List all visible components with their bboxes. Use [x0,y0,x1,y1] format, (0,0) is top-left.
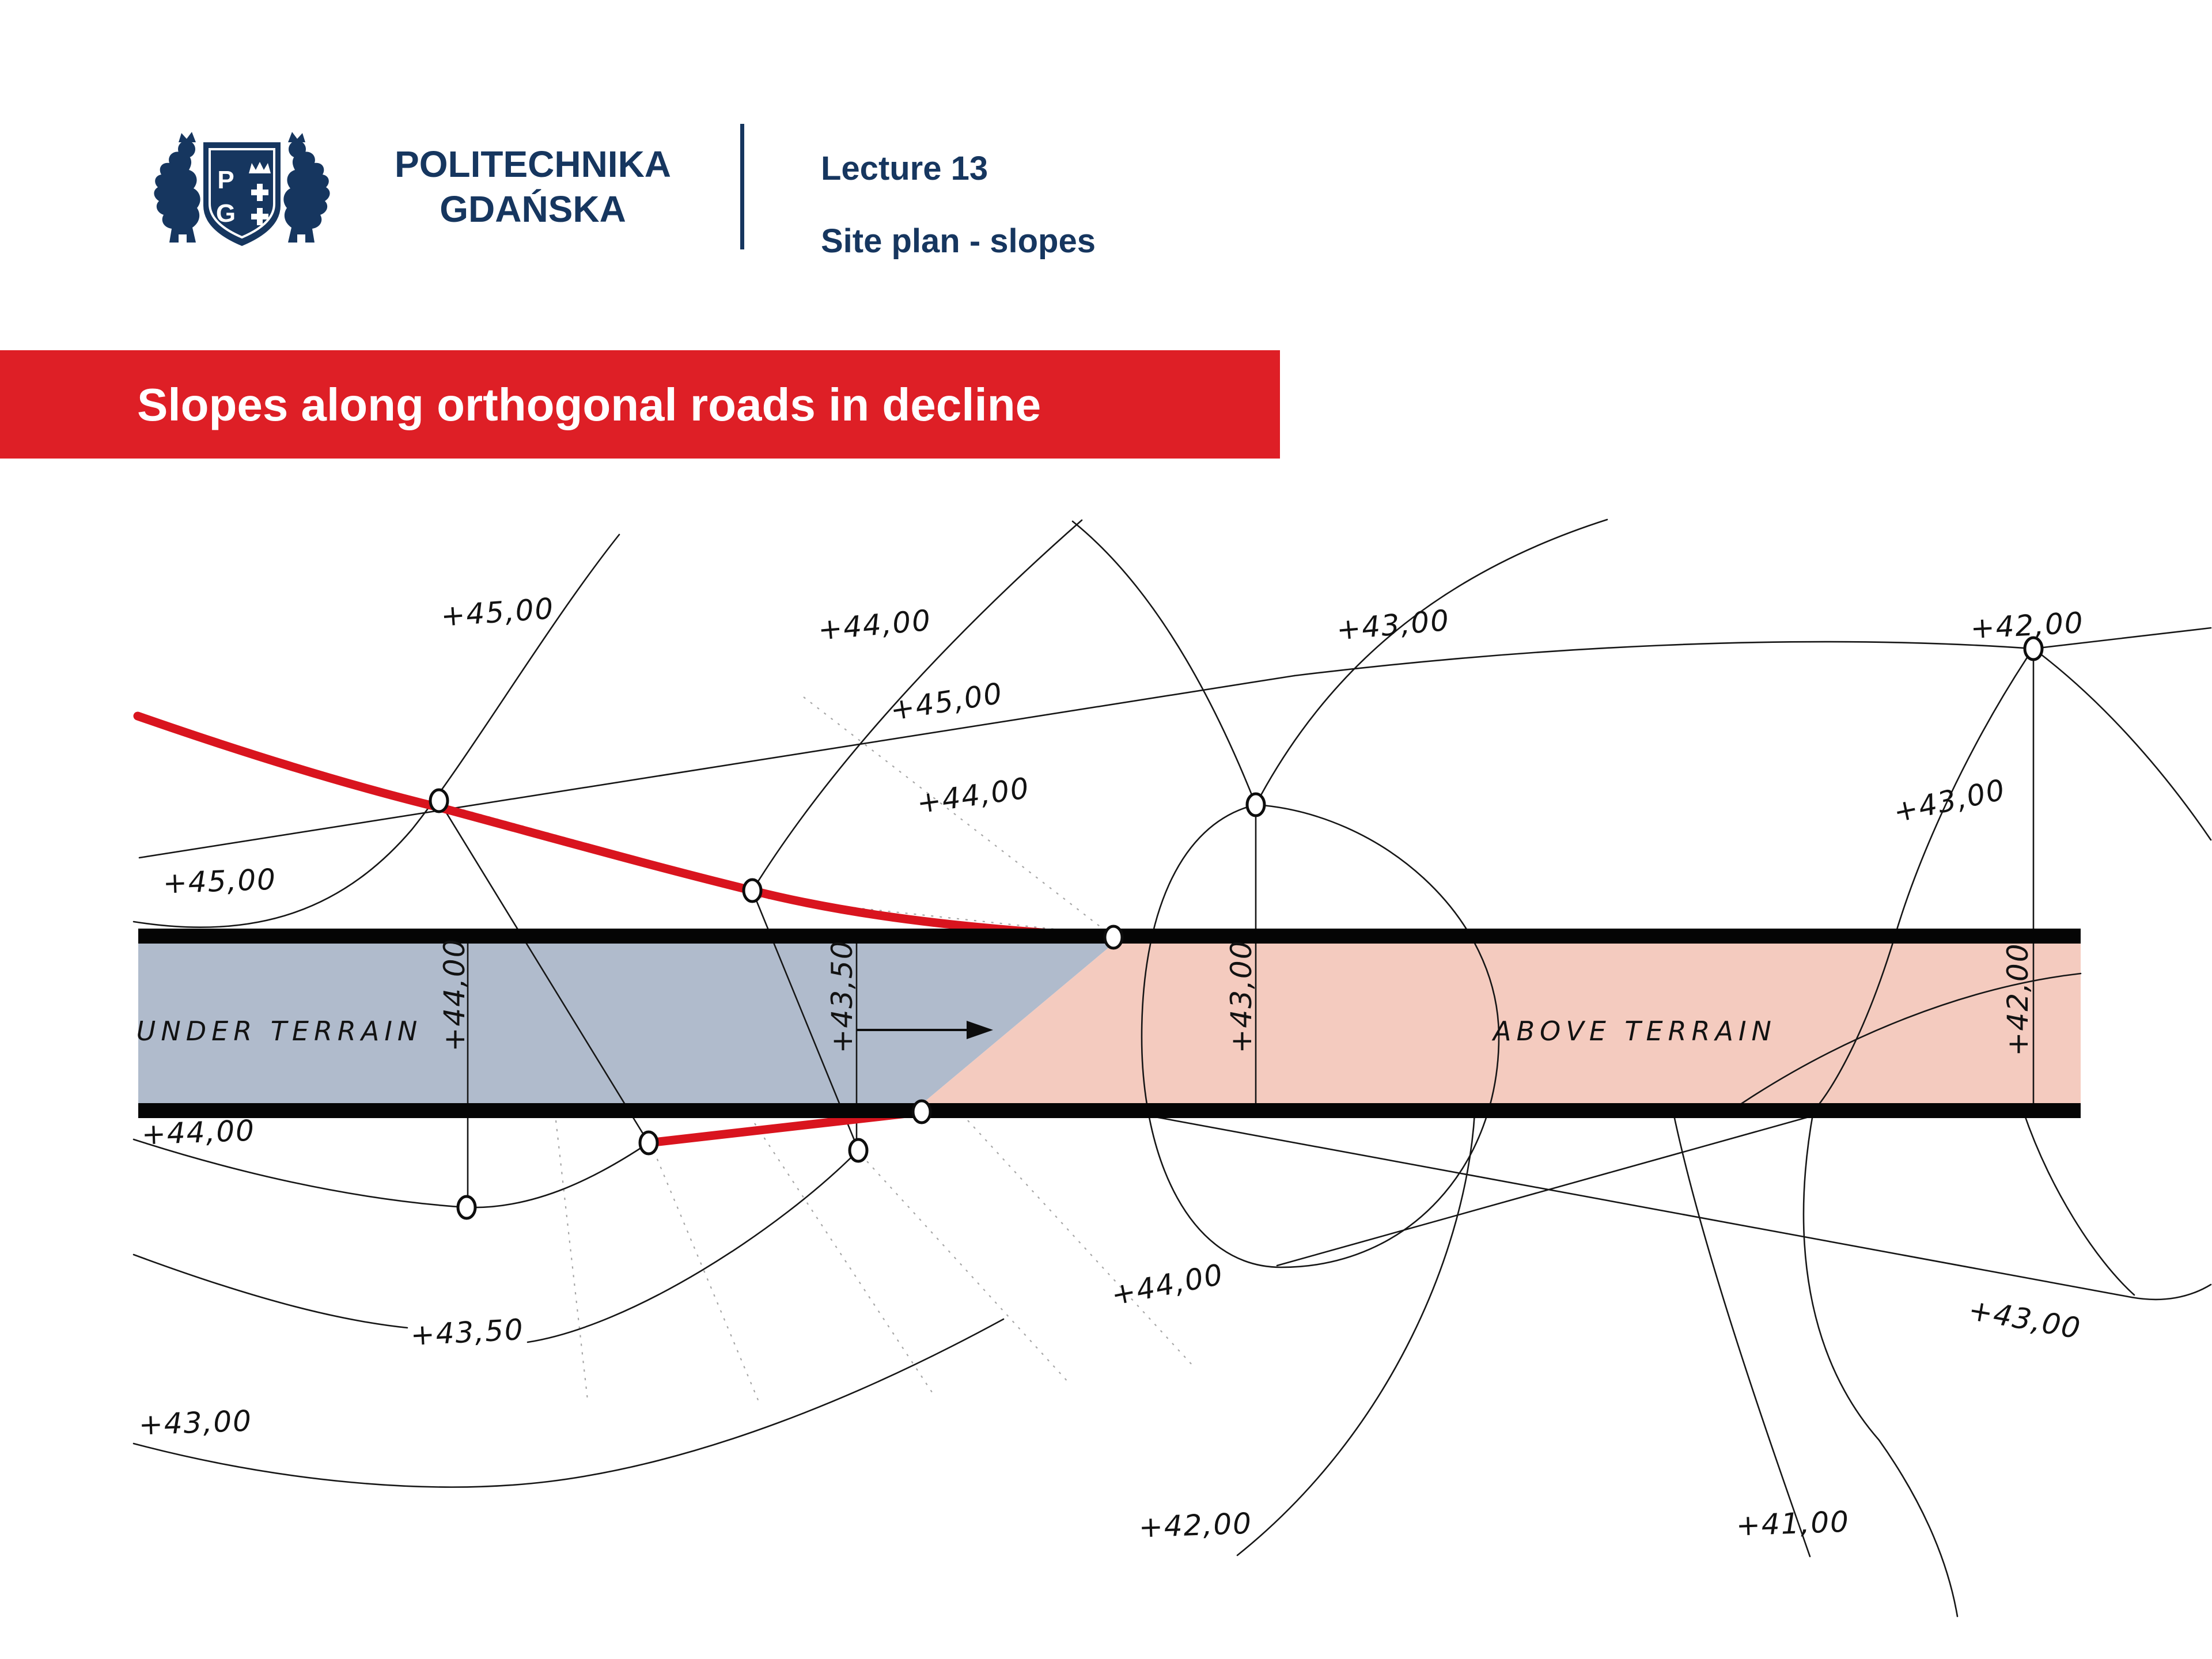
node-circle [458,1196,475,1218]
shield-letter-p: P [217,166,234,194]
elevation-label-44-above-road: +44,00 [915,771,1032,820]
shield-letter-g: G [215,199,236,228]
elevation-label-45-top: +45,00 [440,592,556,633]
elevation-label-41-bottom: +41,00 [1735,1505,1850,1543]
node-circle [430,790,448,812]
above-terrain-label: ABOVE TERRAIN [1493,1016,1777,1047]
elevation-label-44-top: +44,00 [816,603,933,647]
elevation-label-43-below-right: +43,00 [1965,1293,2084,1346]
lion-right-head [289,141,306,158]
node-circle [1247,794,1264,816]
lecture-subtitle: Site plan - slopes [821,222,1096,260]
lion-left-head [178,141,195,158]
header-divider [740,124,744,249]
university-name-line1: POLITECHNIKA [395,143,671,185]
elevation-label-45-mid: +45,00 [888,676,1006,728]
road-elevation-label-43: +43,00 [1225,940,1258,1054]
node-circle [1105,926,1122,948]
node-circle [913,1101,930,1123]
elevation-label-45-left: +45,00 [162,862,277,900]
road-elevation-label-4350: +43,50 [825,940,859,1054]
elevation-label-42-bottom: +42,00 [1138,1506,1253,1544]
university-name-line2: GDAŃSKA [440,188,626,230]
elevation-label-43-above-road: +43,00 [1891,772,2009,830]
road-elevation-label-44: +44,00 [438,938,471,1052]
node-circle [850,1139,867,1161]
slide-title: Slopes along orthogonal roads in decline [137,379,1041,430]
node-circle [744,880,761,902]
node-circle [640,1132,657,1154]
under-terrain-label: UNDER TERRAIN [136,1016,423,1047]
elevation-label-4350-below: +43,50 [410,1312,525,1353]
road-elevation-label-42: +42,00 [2001,942,2035,1056]
road-edge-bottom [138,1103,2081,1118]
elevation-label-42-top: +42,00 [1969,605,2085,646]
elevation-label-43-below-left: +43,00 [138,1404,253,1442]
lecture-number: Lecture 13 [821,150,988,187]
elevation-label-44-below-center: +44,00 [1108,1257,1227,1312]
university-logo [154,132,329,246]
elevation-label-44-below-left: +44,00 [141,1113,256,1152]
elevation-label-43-top: +43,00 [1335,603,1452,647]
